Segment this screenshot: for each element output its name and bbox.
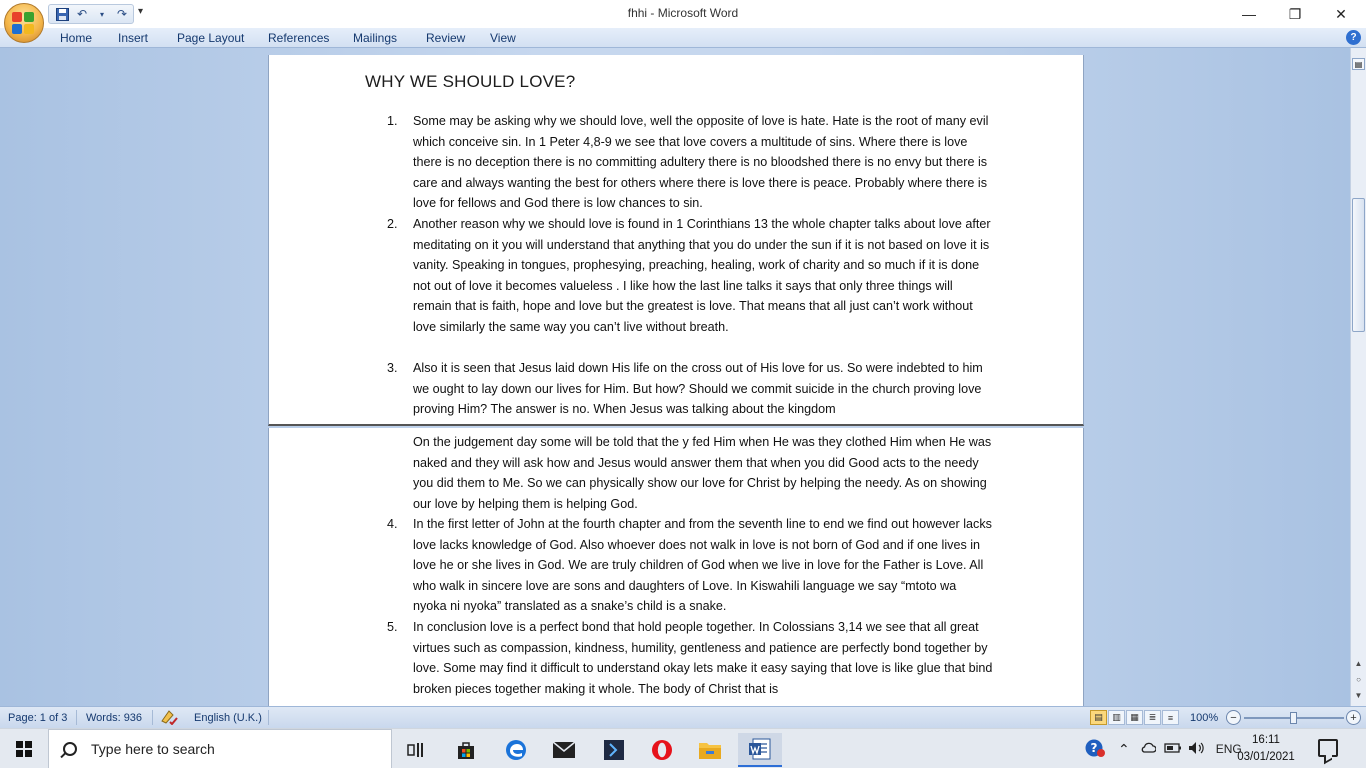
zoom-slider-thumb[interactable] [1290,712,1297,724]
svg-text:?: ? [1090,740,1098,755]
page-count[interactable]: Page: 1 of 3 [8,712,68,724]
volume-icon[interactable] [1188,741,1206,758]
start-button[interactable] [0,729,48,768]
word-app-icon[interactable] [738,733,782,767]
mail-icon[interactable] [542,733,586,767]
powershell-icon[interactable] [592,733,636,767]
list-number: 1. [387,114,398,128]
full-screen-reading-view-icon[interactable]: ▥ [1108,710,1125,725]
list-item-continuation: On the judgement day some will be told that the y fed Him when He was they clothed Him when He was naked and they will ask how and Jesus would answer them that when you did Good acts to the needy you did them to Me. So we can physically show our love for Christ by helping the needy. As on showing our love by helping them is helping God. [413,435,992,511]
help-notification-icon[interactable] [1084,738,1108,761]
zoom-level[interactable]: 100% [1190,712,1219,724]
redo-icon[interactable]: ↷ [116,7,128,21]
undo-icon[interactable]: ↶ [76,7,88,21]
view-ruler-icon[interactable]: ▤ [1352,58,1365,70]
dropdown-arrow-icon[interactable]: ▾ [99,9,104,19]
list-item: In conclusion love is a perfect bond that hold people together. In Colossians 3,14 we see that all great virtues such as compassion, kindness, humility, gentleness and patience are perfectly bond together by love. Some may find it difficult to understand okay lets make it easy saying that love is like glue that bind broken pieces together making it whole. The body of Christ that is [413,620,993,696]
zoom-in-button[interactable]: + [1346,710,1361,725]
action-center-icon[interactable] [1318,739,1338,757]
battery-icon[interactable] [1164,742,1182,757]
list-number: 2. [387,217,398,231]
tab-mailings[interactable]: Mailings [353,31,398,45]
system-tray [1084,729,1242,768]
show-hidden-icons-chevron-icon[interactable]: ⌃ [1118,740,1130,757]
tab-insert[interactable]: Insert [118,31,149,45]
previous-page-icon[interactable]: ▲ [1354,658,1363,668]
windows-logo-icon [16,741,32,757]
list-item: Also it is seen that Jesus laid down His life on the cross out of His love for us. So were indebted to him we ought to lay down our lives for Him. But how? Should we commit suicide in the church proving love proving Him? The answer is no. When Jesus was talking about the kingdom [413,361,983,417]
search-icon [63,742,77,756]
view-buttons [1090,710,1179,725]
list-item: Some may be asking why we should love, well the opposite of love is hate. Hate is the root of many evil which conceive sin. In 1 Peter 4,8-9 we see that love covers a multitude of sins. Where there is love there is no deception there is no committing adultery there is no bloodshed there is no envy but there is care and always wanting the best for others where there is love there is peace. Probably where there is love for fellows and God there is low chances to sin. [413,114,989,211]
input-language-indicator[interactable]: ENG [1215,742,1242,756]
title-bar [0,0,1366,28]
taskbar-search[interactable] [48,729,392,768]
search-input[interactable] [91,741,371,757]
select-browse-object-icon[interactable]: ○ [1356,674,1361,684]
onedrive-cloud-icon[interactable] [1140,742,1156,756]
close-button[interactable]: ✕ [1335,5,1347,22]
zoom-slider[interactable] [1244,717,1344,719]
next-page-icon[interactable]: ▼ [1354,690,1363,700]
tab-page-layout[interactable]: Page Layout [177,31,245,45]
office-logo-icon [12,12,36,34]
tab-home[interactable]: Home [60,31,93,45]
taskbar-clock[interactable] [1236,732,1296,766]
list-number: 5. [387,620,398,634]
proofing-icon[interactable] [160,709,178,728]
list-number: 4. [387,517,398,531]
window-title: fhhi - Microsoft Word [627,6,739,20]
opera-browser-icon[interactable] [640,733,684,767]
vertical-scrollbar[interactable] [1350,48,1366,706]
document-page-1[interactable] [268,55,1084,426]
office-button[interactable] [4,3,44,43]
scrollbar-thumb[interactable] [1352,198,1365,332]
language-indicator[interactable]: English (U.K.) [194,712,262,724]
document-area[interactable] [0,48,1350,706]
tab-view[interactable]: View [490,31,516,45]
restore-button[interactable]: ❐ [1288,5,1302,22]
edge-browser-icon[interactable] [494,733,538,767]
list-number: 3. [387,361,398,375]
clock-date: 03/01/2021 [1237,751,1295,763]
document-heading: WHY WE SHOULD LOVE? [365,72,576,91]
zoom-out-button[interactable]: − [1226,710,1241,725]
customize-qat-dropdown[interactable]: ▾ [138,6,144,17]
draft-view-icon[interactable]: ≡ [1162,710,1179,725]
file-explorer-icon[interactable] [688,733,732,767]
ribbon-tab-bar [0,28,1366,48]
microsoft-store-icon[interactable] [444,733,488,767]
clock-time: 16:11 [1252,734,1280,746]
word-count[interactable]: Words: 936 [86,712,143,724]
outline-view-icon[interactable]: ≣ [1144,710,1161,725]
help-icon[interactable]: ? [1346,30,1361,45]
web-layout-view-icon[interactable]: ▦ [1126,710,1143,725]
task-view-icon[interactable] [394,733,438,767]
document-page-2[interactable] [268,428,1084,706]
tab-review[interactable]: Review [426,31,466,45]
list-item: Another reason why we should love is found in 1 Corinthians 13 the whole chapter talks about love after meditating on it you will understand that anything that you do under the sun if it is not based on love it is vanity. Speaking in tongues, prophesying, preaching, healing, work of charity and so much if it is done not out of love it becomes valueless . I like how the last line talks it says that only three things will remain that is faith, hope and love but the greatest is love. That means that all just can’t work without love similarly the same way you can’t live without breath. [413,217,991,334]
print-layout-view-icon[interactable]: ▤ [1090,710,1107,725]
minimize-button[interactable]: — [1242,6,1256,22]
taskbar [0,728,1366,768]
tab-references[interactable]: References [268,31,330,45]
list-item: In the first letter of John at the fourth chapter and from the seventh line to end we find out however lacks love lacks knowledge of God. Also whoever does not walk in love is not born of God and if one lives in love he or she lives in God. We are truly children of God when we live in love for the Father is Love. All who walk in sincere love are sons and daughters of Love. In Kiswahili language we say “mtoto wa nyoka ni nyoka” translated as a snake’s child is a snake. [413,517,992,614]
status-bar [0,706,1366,728]
